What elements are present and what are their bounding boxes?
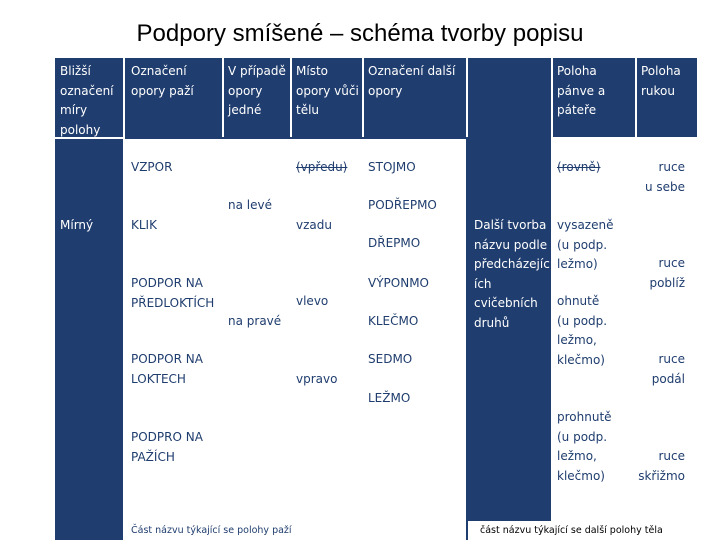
header-blizsi-oznaceni: Bližší označení míry polohy (60, 64, 114, 137)
label-ruce-skrizmo: ruce skřižmo (638, 449, 685, 483)
label-drepmo: DŘEPMO (368, 236, 421, 250)
label-vpravo: vpravo (296, 372, 338, 386)
label-vlevo: vlevo (296, 294, 329, 308)
label-prohnute: prohnutě (u podp. ležmo, klečmo) (557, 410, 612, 483)
label-klecmo: KLEČMO (368, 314, 419, 328)
footer-body-position-note: část názvu týkající se další polohy těla (480, 525, 663, 536)
header-v-pripade-opory: V případě opory jedné (228, 64, 286, 117)
column-divider (222, 58, 224, 137)
column-divider (290, 58, 292, 137)
label-podrepmo: PODŘEPMO (368, 198, 437, 212)
label-ruce-podal: ruce podál (651, 352, 685, 386)
label-ohnute: ohnutě (u podp. ležmo, klečmo) (557, 294, 608, 367)
header-poloha-panve: Poloha pánve a páteře (557, 64, 606, 117)
label-podpor-na-predloktich: PODPOR NA PŘEDLOKTÍCH (131, 276, 215, 310)
column-divider (362, 58, 364, 137)
label-dalsi-tvorba: Další tvorba názvu podle předcházejíc ích cvičebních druhů (474, 218, 550, 330)
label-podpor-na-loktech: PODPOR NA LOKTECH (131, 352, 203, 386)
column-divider (466, 58, 468, 137)
footer-arm-position-note: Část názvu týkající se polohy paží (131, 525, 292, 536)
header-oznaceni-opory-pazi: Označení opory paží (131, 64, 194, 98)
header-oznaceni-dalsi-opory: Označení další opory (368, 64, 456, 98)
label-vpredu: (vpředu) (296, 160, 348, 174)
header-poloha-rukou: Poloha rukou (641, 64, 681, 98)
label-vzpor: VZPOR (131, 160, 173, 174)
label-na-leve: na levé (228, 198, 272, 212)
label-stojmo: STOJMO (368, 160, 416, 174)
label-rovne: (rovně) (557, 160, 601, 174)
label-sedmo: SEDMO (368, 352, 413, 366)
label-lezmo: LEŽMO (368, 391, 411, 405)
label-mirny: Mírný (60, 218, 94, 232)
label-vzadu: vzadu (296, 218, 332, 232)
label-ruce-u-sebe: ruce u sebe (644, 160, 685, 194)
label-podpro-na-pazich: PODPRO NA PAŽÍCH (131, 430, 203, 464)
label-ruce-pobliz: ruce poblíž (649, 256, 685, 290)
label-na-prave: na pravé (228, 314, 282, 328)
page-title: Podpory smíšené – schéma tvorby popisu (136, 20, 584, 47)
header-misto-opory: Místo opory vůči tělu (296, 64, 359, 117)
label-vysazene: vysazeně (u podp. ležmo) (557, 218, 614, 271)
label-klik: KLIK (131, 218, 157, 232)
label-vyponmo: VÝPONMO (368, 276, 429, 290)
